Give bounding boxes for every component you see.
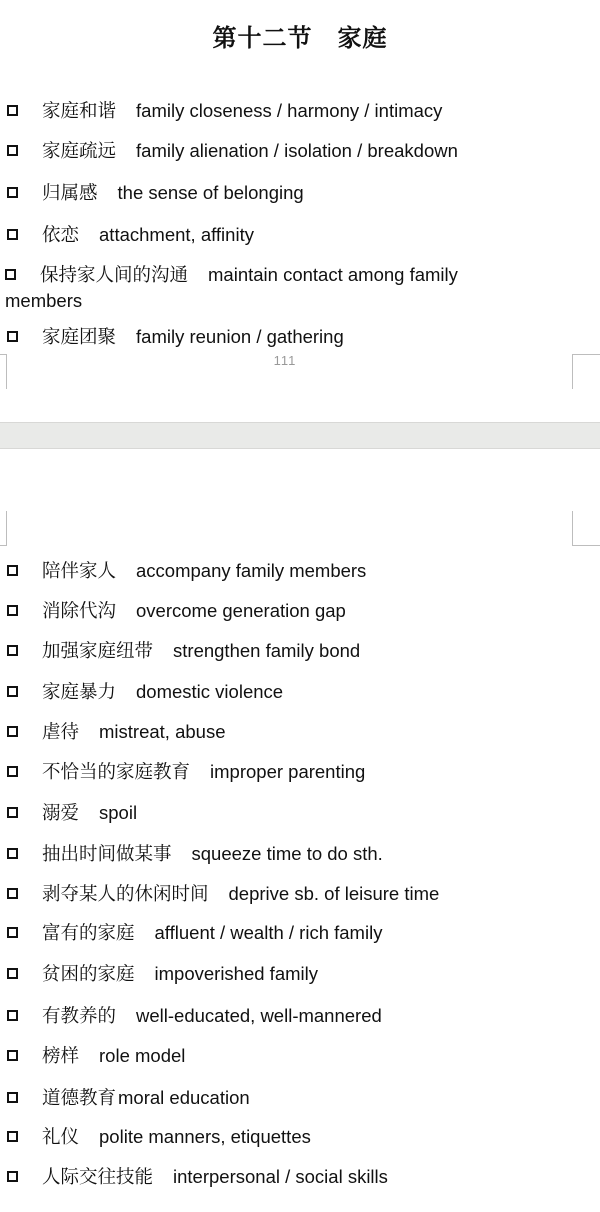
- english-term: strengthen family bond: [173, 640, 361, 661]
- chinese-term: 消除代沟: [42, 600, 117, 621]
- chinese-term: 榜样: [42, 1045, 80, 1066]
- chinese-term: 道德教育: [42, 1087, 117, 1108]
- english-term: affluent / wealth / rich family: [154, 922, 383, 943]
- checkbox-icon[interactable]: [7, 927, 18, 938]
- english-term: deprive sb. of leisure time: [228, 883, 440, 904]
- checkbox-icon[interactable]: [7, 187, 18, 198]
- english-term: attachment, affinity: [99, 224, 254, 245]
- english-term: squeeze time to do sth.: [191, 843, 383, 864]
- list-item: [7, 920, 595, 946]
- english-term: polite manners, etiquettes: [99, 1126, 311, 1147]
- english-term: the sense of belonging: [117, 182, 304, 203]
- list-item: [7, 881, 595, 907]
- chinese-term: 礼仪: [42, 1126, 80, 1147]
- english-term: mistreat, abuse: [99, 721, 226, 742]
- checkbox-icon[interactable]: [7, 1171, 18, 1182]
- chinese-term: 抽出时间做某事: [42, 843, 172, 864]
- checkbox-icon[interactable]: [7, 726, 18, 737]
- list-item: [7, 719, 595, 745]
- chinese-term: 陪伴家人: [42, 560, 117, 581]
- list-item: [7, 841, 595, 867]
- chinese-term: 有教养的: [42, 1005, 117, 1026]
- checkbox-icon[interactable]: [7, 1010, 18, 1021]
- chinese-term: 保持家人间的沟通: [40, 264, 189, 285]
- list-item: [7, 1164, 595, 1190]
- chinese-term: 剥夺某人的休闲时间: [42, 883, 209, 904]
- checkbox-icon[interactable]: [7, 565, 18, 576]
- section-title: 第十二节 家庭: [212, 24, 388, 52]
- english-term: spoil: [99, 802, 138, 823]
- english-term: accompany family members: [136, 560, 367, 581]
- english-term: maintain contact among family members: [5, 264, 458, 311]
- list-item: [7, 638, 595, 664]
- list-item: [7, 324, 595, 350]
- list-item: [7, 180, 595, 206]
- checkbox-icon[interactable]: [7, 766, 18, 777]
- crop-mark: [572, 354, 600, 389]
- list-item: [7, 679, 595, 705]
- english-term: family reunion / gathering: [136, 326, 344, 347]
- chinese-term: 家庭和谐: [42, 100, 117, 121]
- checkbox-icon[interactable]: [7, 686, 18, 697]
- english-term: role model: [99, 1045, 186, 1066]
- list-item: [7, 138, 595, 164]
- list-item: [7, 961, 595, 987]
- checkbox-icon[interactable]: [7, 605, 18, 616]
- chinese-term: 加强家庭纽带: [42, 640, 154, 661]
- crop-mark: [572, 511, 600, 546]
- list-item: [7, 759, 595, 785]
- document-page-1: [0, 0, 600, 422]
- list-item: [5, 262, 505, 314]
- checkbox-icon[interactable]: [7, 105, 18, 116]
- checkbox-icon[interactable]: [7, 645, 18, 656]
- chinese-term: 虐待: [42, 721, 80, 742]
- checkbox-icon[interactable]: [7, 968, 18, 979]
- chinese-term: 家庭暴力: [42, 681, 117, 702]
- document-page-2: [0, 449, 600, 1212]
- checkbox-icon[interactable]: [7, 145, 18, 156]
- english-term: improper parenting: [210, 761, 366, 782]
- page-number: 111: [273, 353, 297, 368]
- english-term: interpersonal / social skills: [173, 1166, 388, 1187]
- chinese-term: 归属感: [42, 182, 98, 203]
- chinese-term: 依恋: [42, 224, 80, 245]
- english-term: domestic violence: [136, 681, 284, 702]
- list-item: [7, 98, 595, 124]
- list-item: [7, 800, 595, 826]
- english-term: family closeness / harmony / intimacy: [136, 100, 443, 121]
- page-separator: [0, 422, 600, 449]
- checkbox-icon[interactable]: [7, 331, 18, 342]
- list-item: [7, 1043, 595, 1069]
- chinese-term: 贫困的家庭: [42, 963, 135, 984]
- english-term: well-educated, well-mannered: [136, 1005, 382, 1026]
- checkbox-icon[interactable]: [5, 269, 16, 280]
- english-term: moral education: [118, 1087, 250, 1108]
- crop-mark: [0, 511, 7, 546]
- checkbox-icon[interactable]: [7, 848, 18, 859]
- list-item: [7, 598, 595, 624]
- english-term: impoverished family: [154, 963, 318, 984]
- list-item: [7, 558, 595, 584]
- chinese-term: 不恰当的家庭教育: [42, 761, 191, 782]
- list-item: [7, 1085, 595, 1111]
- checkbox-icon[interactable]: [7, 1050, 18, 1061]
- list-item: [7, 1003, 595, 1029]
- chinese-term: 人际交往技能: [42, 1166, 154, 1187]
- list-item: [7, 1124, 595, 1150]
- english-term: family alienation / isolation / breakdown: [136, 140, 458, 161]
- checkbox-icon[interactable]: [7, 1131, 18, 1142]
- chinese-term: 家庭疏远: [42, 140, 117, 161]
- checkbox-icon[interactable]: [7, 229, 18, 240]
- english-term: overcome generation gap: [136, 600, 346, 621]
- chinese-term: 家庭团聚: [42, 326, 117, 347]
- chinese-term: 富有的家庭: [42, 922, 135, 943]
- chinese-term: 溺爱: [42, 802, 80, 823]
- checkbox-icon[interactable]: [7, 888, 18, 899]
- checkbox-icon[interactable]: [7, 807, 18, 818]
- list-item: [7, 222, 595, 248]
- checkbox-icon[interactable]: [7, 1092, 18, 1103]
